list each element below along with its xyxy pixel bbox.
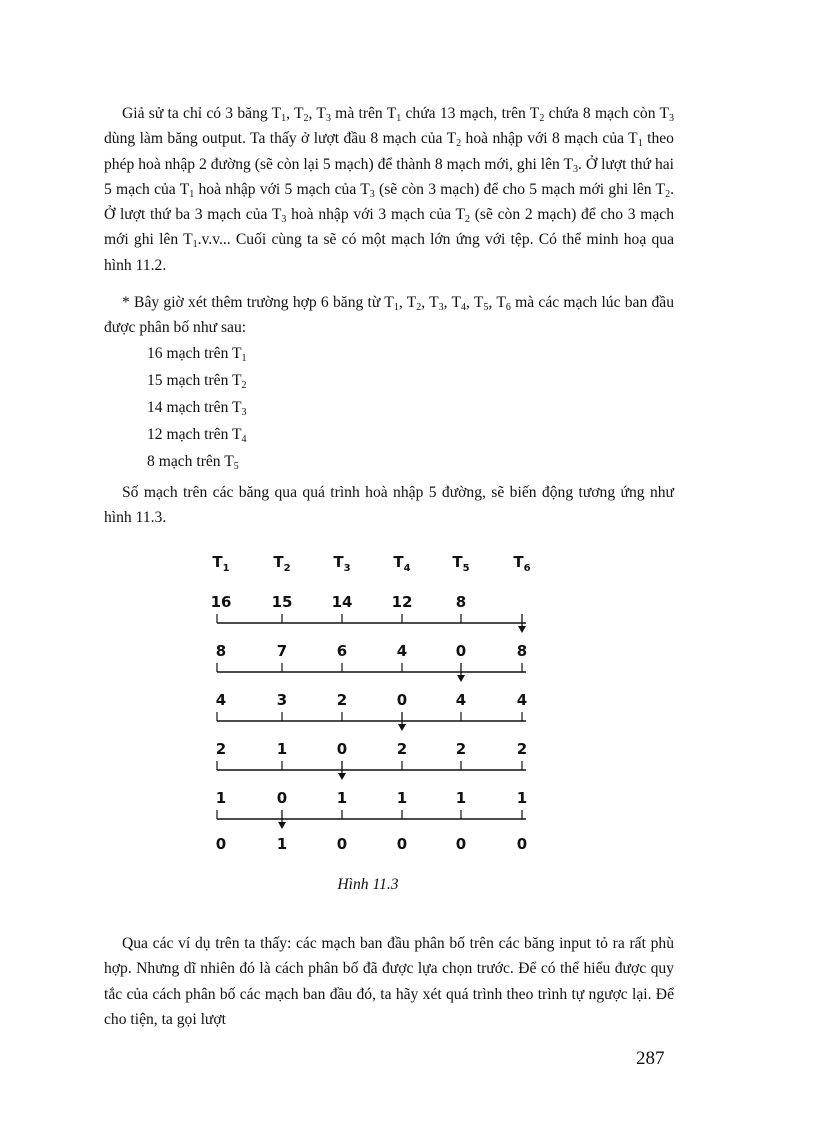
run-count: 4 (396, 642, 408, 660)
merge-bracket (217, 614, 526, 633)
run-count: 0 (516, 835, 528, 853)
paragraph-conclusion: Qua các ví dụ trên ta thấy: các mạch ban đầu phân bố trên các băng input tỏ ra rất phù hợp. Nhưng dĩ nhiên đó là cách phân bố đã được lựa chọn trước. Để có thể hiểu được quy tắc của cách phân bố các mạch ban đầu đó, ta hãy xét quá trình theo trình tự ngược lại. Để cho tiện, ta gọi lượt (104, 935, 674, 1028)
run-count: 1 (516, 789, 528, 807)
run-count: 0 (336, 740, 348, 758)
run-count: 2 (215, 740, 227, 758)
run-count: 14 (331, 593, 353, 611)
run-count: 1 (276, 740, 288, 758)
run-count: 2 (336, 691, 348, 709)
run-count: 2 (396, 740, 408, 758)
paragraph-three-tapes: Giả sử ta chỉ có 3 băng $T_1$, $T_2$, $T_3$ mà trên $T_1$ chứa 13 mạch, trên $T_2$ chứa 8 mạch còn $T_3$ dùng làm băng output. Ta thấy ở lượt đầu 8 mạch của $T_2$ hoà nhập với 8 mạch của $T_1$ theo phép hoà nhập 2 đường (sẽ còn lại 5 mạch) để thành 8 mạch mới, ghi lên $T_3$. Ở lượt thứ hai 5 mạch của $T_1$ hoà nhập với 5 mạch của $T_3$ (sẽ còn 3 mạch) để cho 5 mạch mới ghi lên $T_2$. Ở lượt thứ ba 3 mạch của $T_3$ hoà nhập với 3 mạch của $T_2$ (sẽ còn 2 mạch) để cho 3 mạch mới ghi lên $T_1.v.v$... Cuối cùng ta sẽ có một mạch lớn ứng với tệp. Có thể minh hoạ qua hình 11.2. (104, 105, 674, 274)
merge-arrow (398, 724, 406, 731)
merge-bracket (217, 810, 526, 829)
run-count: 0 (215, 835, 227, 853)
list-item: 16 mạch trên $T_1$ (147, 345, 247, 364)
merge-arrow (338, 773, 346, 780)
merge-arrow (518, 626, 526, 633)
tape-header-t3: $T_3$ (333, 553, 351, 574)
run-count: 4 (516, 691, 528, 709)
run-count: 0 (455, 642, 467, 660)
run-count: 1 (276, 835, 288, 853)
run-count: 15 (271, 593, 293, 611)
run-count: 4 (215, 691, 227, 709)
run-count: 0 (396, 691, 408, 709)
list-item: 15 mạch trên $T_2$ (147, 372, 247, 391)
tape-header-t2: $T_2$ (273, 553, 291, 574)
run-count: 7 (276, 642, 288, 660)
run-count: 2 (455, 740, 467, 758)
run-count: 1 (455, 789, 467, 807)
run-count: 0 (396, 835, 408, 853)
merge-arrow (278, 822, 286, 829)
run-count: 8 (516, 642, 528, 660)
run-count: 0 (276, 789, 288, 807)
paragraph-figure-intro: Số mạch trên các băng qua quá trình hoà nhập 5 đường, sẽ biến động tương ứng như hình 11.3. (104, 484, 674, 527)
run-count: 2 (516, 740, 528, 758)
merge-bracket (217, 712, 526, 731)
run-count: 1 (396, 789, 408, 807)
tape-header-t6: $T_6$ (513, 553, 531, 574)
page-number: 287 (636, 1048, 665, 1069)
run-count: 12 (391, 593, 413, 611)
run-count: 3 (276, 691, 288, 709)
merge-arrow (457, 675, 465, 682)
tape-header-t5: $T_5$ (452, 553, 470, 574)
list-item: 14 mạch trên $T_3$ (147, 399, 247, 418)
run-count: 4 (455, 691, 467, 709)
list-item: 12 mạch trên $T_4$ (147, 426, 247, 445)
run-count: 8 (455, 593, 467, 611)
run-count: 1 (215, 789, 227, 807)
initial-distribution-list (147, 340, 247, 475)
paragraph-six-tapes: * Bây giờ xét thêm trường hợp 6 băng từ $T_1$, $T_2$, $T_3$, $T_4$, $T_5$, $T_6$ mà các mạch lúc ban đầu được phân bố như sau: (104, 294, 675, 337)
tape-header-t1: $T_1$ (212, 553, 230, 574)
run-count: 16 (210, 593, 232, 611)
run-count: 0 (455, 835, 467, 853)
run-count: 8 (215, 642, 227, 660)
list-item: 8 mạch trên $T_5$ (147, 453, 239, 472)
run-count: 6 (336, 642, 348, 660)
merge-bracket (217, 761, 526, 780)
run-count: 1 (336, 789, 348, 807)
merge-bracket (217, 663, 526, 682)
figure-caption: Hình 11.3 (337, 876, 399, 893)
run-count: 0 (336, 835, 348, 853)
tape-header-t4: $T_4$ (393, 553, 411, 574)
merge-diagram-figure (195, 545, 555, 865)
